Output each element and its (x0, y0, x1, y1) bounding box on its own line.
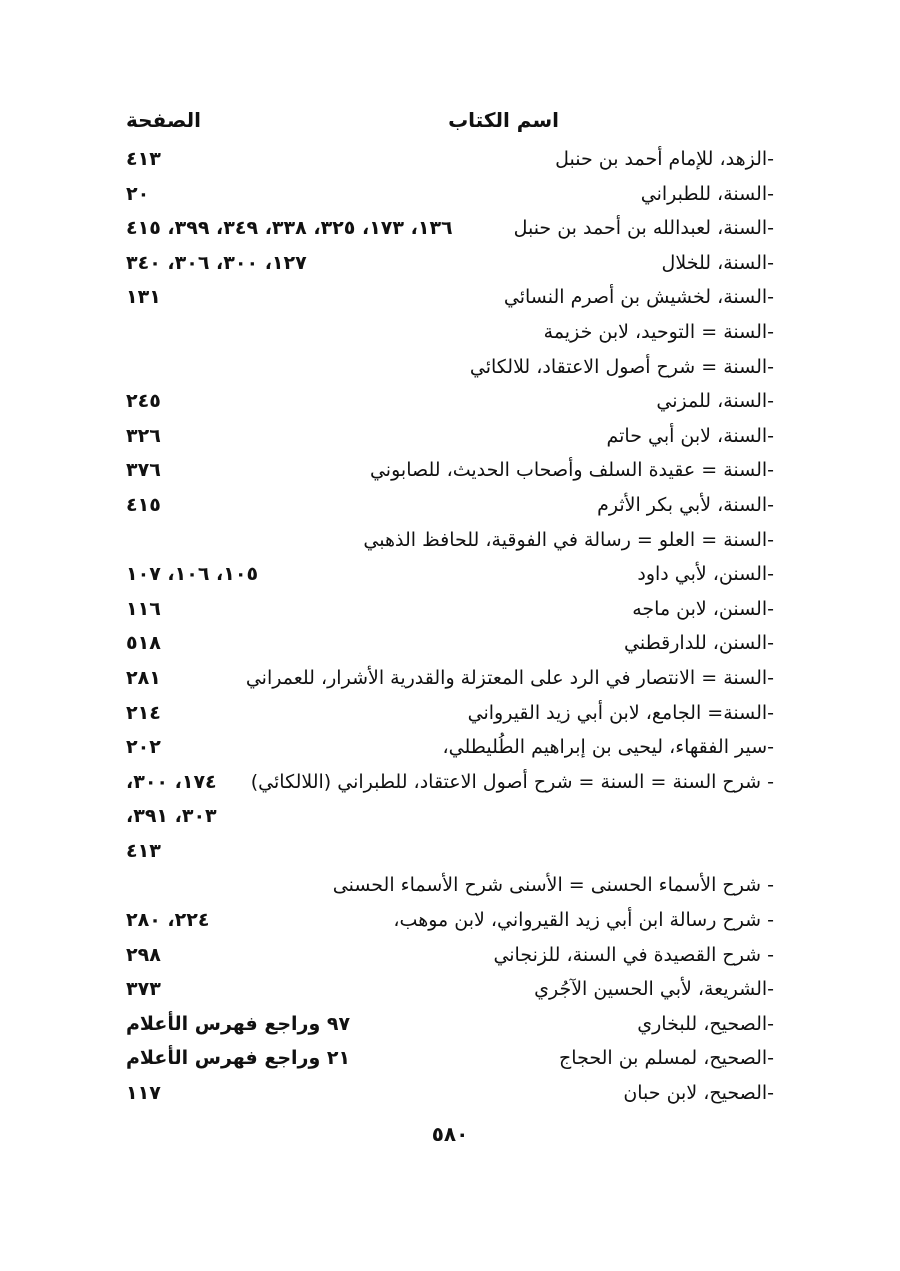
book-title: -السنة = العلو = رسالة في الفوقية، للحافظ الذهبي (363, 528, 774, 551)
page-refs: ١٢٧، ٣٠٠، ٣٠٦، ٣٤٠ (126, 251, 307, 274)
index-row (126, 280, 774, 315)
page-refs: ٢٢٤، ٢٨٠ (126, 909, 210, 932)
page-refs: ٣٧٦ (126, 459, 161, 482)
page-refs: ٤١٣ (126, 148, 161, 170)
page-refs: ١٧٤، ٣٠٠، (126, 770, 217, 793)
book-title: -الصحيح، للبخاري (637, 1012, 774, 1035)
book-title: -السنة، لخشيش بن أصرم النسائي (503, 286, 774, 309)
page-refs: ١٠٥، ١٠٦، ١٠٧ (126, 563, 259, 586)
page-refs: ٣٢٦ (126, 424, 161, 447)
index-row (126, 868, 774, 903)
page-refs: ٣٧٣ (126, 978, 161, 1001)
book-title: -السنن، لأبي داود (637, 563, 774, 586)
index-row (126, 592, 774, 627)
index-row (126, 834, 774, 869)
page-refs: ٢٨١ (126, 666, 161, 689)
book-title: -السنة، لأبي بكر الأثرم (597, 493, 774, 516)
page-refs: ١١٦ (126, 597, 161, 620)
index-row (126, 315, 774, 350)
book-title: -الزهد، للإمام أحمد بن حنبل (555, 148, 774, 170)
index-row (126, 419, 774, 454)
index-row (126, 177, 774, 212)
index-row (126, 523, 774, 558)
index-entries (126, 142, 774, 1111)
book-title: -السنة، لعبدالله بن أحمد بن حنبل (513, 217, 774, 240)
book-title: - شرح القصيدة في السنة، للزنجاني (493, 943, 774, 966)
book-title: -السنة، للخلال (661, 251, 774, 274)
book-title: -سير الفقهاء، ليحيى بن إبراهيم الطُليطلي، (442, 736, 774, 759)
page-refs: ١٣١ (126, 286, 161, 309)
book-title-column-heading: اسم الكتاب (448, 108, 559, 132)
book-title: -السنة= الجامع، لابن أبي زيد القيرواني (467, 701, 774, 724)
book-title: -السنة = التوحيد، لابن خزيمة (543, 320, 774, 343)
page-refs: ١٣٦، ١٧٣، ٣٢٥، ٣٣٨، ٣٤٩، ٣٩٩، ٤١٥ (126, 217, 453, 240)
book-title: -السنن، لابن ماجه (632, 597, 774, 620)
page-refs: ٤١٣ (126, 839, 161, 862)
page-refs: ٢٠ (126, 182, 150, 205)
index-row (126, 1076, 774, 1111)
index-row (126, 1041, 774, 1076)
page-refs: ٢٩٨ (126, 943, 161, 966)
index-row (126, 972, 774, 1007)
book-title: - شرح السنة = السنة = شرح أصول الاعتقاد، للطبراني (اللالكائي) (250, 770, 774, 793)
book-title: -السنن، للدارقطني (624, 632, 774, 655)
page-refs: ٩٧ وراجع فهرس الأعلام (126, 1012, 351, 1035)
book-title: - شرح رسالة ابن أبي زيد القيرواني، لابن موهب، (393, 909, 774, 932)
index-row (126, 384, 774, 419)
index-row (126, 350, 774, 385)
book-title: -السنة = الانتصار في الرد على المعتزلة والقدرية الأشرار، للعمراني (245, 666, 774, 689)
index-row (126, 696, 774, 731)
page-refs: ٥١٨ (126, 632, 161, 655)
book-title: -السنة = عقيدة السلف وأصحاب الحديث، للصابوني (369, 459, 774, 482)
page-refs: ٤١٥ (126, 493, 161, 516)
page-refs: ٢١ وراجع فهرس الأعلام (126, 1047, 351, 1070)
index-row (126, 730, 774, 765)
index-row (126, 938, 774, 973)
page-column-heading: الصفحة (126, 108, 202, 132)
index-row (126, 661, 774, 696)
index-row (126, 626, 774, 661)
index-row (126, 142, 774, 177)
page-refs: ١١٧ (126, 1082, 161, 1105)
page-refs: ٢٤٥ (126, 390, 161, 413)
index-row (126, 799, 774, 834)
book-title: - شرح الأسماء الحسنى = الأسنى شرح الأسماء الحسنى (332, 874, 774, 897)
index-row (126, 903, 774, 938)
book-title: -الصحيح، لمسلم بن الحجاج (559, 1047, 774, 1070)
index-row (126, 1007, 774, 1042)
index-row (126, 246, 774, 281)
book-title: -الشريعة، لأبي الحسين الآجُري (534, 978, 774, 1001)
index-header (126, 108, 774, 142)
page-refs: ٢١٤ (126, 701, 161, 724)
page-refs: ٢٠٢ (126, 736, 161, 759)
book-title: -السنة، لابن أبي حاتم (606, 424, 774, 447)
book-title: -السنة = شرح أصول الاعتقاد، للالكائي (469, 355, 774, 378)
index-row (126, 211, 774, 246)
index-row (126, 453, 774, 488)
index-row (126, 557, 774, 592)
book-title: -الصحيح، لابن حبان (623, 1082, 774, 1105)
book-title: -السنة، للمزني (656, 390, 774, 413)
page-number: ٥٨٠ (431, 1122, 469, 1146)
index-row (126, 765, 774, 800)
index-row (126, 488, 774, 523)
book-title: -السنة، للطبراني (640, 182, 774, 205)
page-refs: ٣٠٣، ٣٩١، (126, 805, 217, 828)
